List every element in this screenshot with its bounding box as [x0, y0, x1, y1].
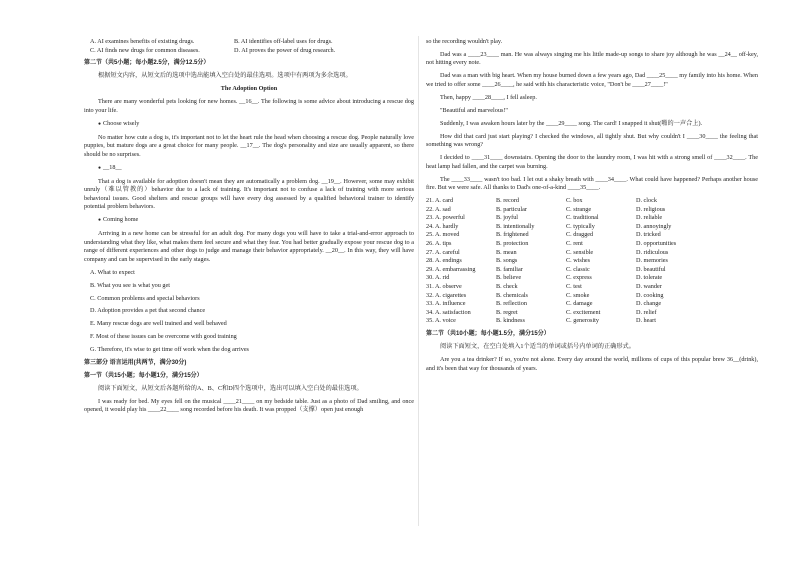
column-divider — [418, 36, 419, 526]
choice-cell: D. change — [636, 300, 662, 308]
option-c: C. AI finds new drugs for common diseases. — [90, 46, 200, 54]
subheading: ● Coming home — [84, 216, 414, 226]
choice-cell: C. strange — [566, 205, 592, 213]
choice-cell: C. express — [566, 274, 592, 282]
paragraph: so the recording wouldn't play. — [426, 38, 503, 45]
choice-cell: 25. A. moved — [426, 231, 460, 239]
paragraph: Then, happy ____28____, I fell asleep. — [440, 93, 537, 101]
choice-cell: B. songs — [496, 257, 518, 265]
choice-cell: C. dragged — [566, 231, 594, 239]
paragraph: The ____33____ wasn't too bad. I let out a shaky breath with ____34____. What could have happened? Perhaps another house fire. But we were safe. All thanks to Dad's one-of-a-kind ____35____. — [426, 175, 758, 192]
choice-cell: D. memories — [636, 257, 668, 265]
paragraph: How did that card just start playing? I checked the windows, all tightly shut. But why couldn't I ____30____ the feeling that something was wrong? — [426, 132, 758, 149]
choice-cell: C. box — [566, 196, 583, 204]
choice-cell: C. smoke — [566, 291, 590, 299]
choice-cell: 22. A. sad — [426, 205, 451, 213]
choice-cell: D. annoyingly — [636, 222, 672, 230]
choice-cell: B. regret — [496, 308, 518, 316]
choice-cell: D. tricked — [636, 231, 661, 239]
paragraph: Dad was a ____23____ man. He was always singing me his little made-up songs to share joy although he was __24__ off-key, not hitting every note. — [426, 50, 758, 67]
article-title: The Adoption Option — [220, 85, 278, 93]
choice-cell: C. traditional — [566, 214, 599, 222]
paragraph: Suddenly, I was awaken hours later by the ____29____ song. The card! I snapped it shut(啪的一声合上). — [440, 119, 703, 127]
paragraph: That a dog is available for adoption doesn't mean they are automatically a problem dog. __19__. However, some may exhibit unruly（难以管教的）behavior due to a lack of training. It's important not to confuse a lack of training with more serious behavioral issues. Good shelters and rescue groups will have every dog assessed by a qualified behavioral trainer to identify potential problem behaviors. — [84, 177, 414, 211]
choice-cell: 34. A. satisfaction — [426, 308, 471, 316]
choice-cell: B. chemicals — [496, 291, 528, 299]
option-item: E. Many rescue dogs are well trained and well behaved — [90, 320, 227, 328]
subheading-blank: ● __18__ — [84, 164, 414, 174]
choice-cell: 27. A. careful — [426, 248, 460, 256]
q20-options — [84, 38, 414, 55]
choice-cell: C. typically — [566, 222, 595, 230]
choice-cell: 21. A. card — [426, 196, 454, 204]
choice-cell: B. believe — [496, 274, 522, 282]
choice-cell: D. beautiful — [636, 265, 666, 273]
option-item: C. Common problems and special behaviors — [90, 294, 200, 302]
choice-cell: 24. A. hardly — [426, 222, 459, 230]
option-item: B. What you see is what you get — [90, 281, 170, 289]
paragraph: No matter how cute a dog is, it's important not to let the heart rule the head when choosing a rescue dog. People naturally love puppies, but mature dogs are a great choice for many people. __17__. The dog's personality and size are usually apparent, so there should be no surprises. — [84, 133, 414, 158]
subheading: ● Choose wisely — [84, 120, 414, 130]
choice-cell: C. sensible — [566, 248, 594, 256]
choice-cell: B. joyful — [496, 214, 519, 222]
option-item: F. Most of these issues can be overcome with good training — [90, 333, 237, 341]
choice-cell: B. particular — [496, 205, 527, 213]
choice-cell: C. classic — [566, 265, 590, 273]
paragraph: There are many wonderful pets looking for new homes. __16__. The following is some advice about introducing a rescue dog into your life. — [84, 98, 414, 114]
choice-cell: 35. A. voice — [426, 317, 456, 325]
choice-cell: D. heart — [636, 317, 656, 325]
choice-cell: D. religious — [636, 205, 666, 213]
choice-cell: B. familiar — [496, 265, 523, 273]
choice-cell: D. reliable — [636, 214, 663, 222]
choice-cell: B. mean — [496, 248, 517, 256]
section1-instruction: 阅读下面短文，从短文后各题所给的A、B、C和D四个选项中，选出可以填入空白处的最佳选项。 — [98, 384, 363, 392]
choice-cell: C. damage — [566, 300, 593, 308]
choice-cell: 29. A. embarrassing — [426, 265, 476, 273]
choice-cell: D. cooking — [636, 291, 664, 299]
choice-cell: D. wander — [636, 282, 662, 290]
paragraph: Arriving in a new home can be stressful for an adult dog. For many dogs you will have to take a trial-and-error approach to understanding what they like, what makes them feel secure and what they fear. You had better gradually expose your rescue dog to a range of different experiences and other dogs to judge and manage their behavior appropriately. __20__. In this way, they will have company and can be supervised in the early stages. — [84, 230, 414, 263]
paragraph: Are you a tea drinker? If so, you're not alone. Every day around the world, millions of cups of this popular brew 36__(drink), and it's been that way for thousands of years. — [426, 355, 758, 372]
choice-cell: B. protection — [496, 239, 529, 247]
choice-cell: C. rent — [566, 239, 583, 247]
choice-cell: C. test — [566, 282, 582, 290]
choice-cell: 30. A. rid — [426, 274, 450, 282]
choice-cell: 32. A. cigarettes — [426, 291, 467, 299]
part3-heading: 第三部分 语言运用(共两节，满分30分) — [84, 359, 187, 366]
paragraph: "Beautiful and marvelous!" — [440, 106, 508, 114]
choice-cell: C. generosity — [566, 317, 599, 325]
choice-cell: D. opportunities — [636, 239, 677, 247]
choice-cell: B. frightened — [496, 231, 529, 239]
choice-cell: D. tolerate — [636, 274, 663, 282]
choice-cell: 23. A. powerful — [426, 214, 465, 222]
option-d: D. AI proves the power of drug research. — [234, 46, 336, 54]
choice-cell: C. excitement — [566, 308, 601, 316]
left-column — [84, 38, 414, 419]
right-column — [426, 38, 758, 377]
choice-cell: C. wishes — [566, 257, 591, 265]
choice-cell: B. reflection — [496, 300, 527, 308]
choice-cell: 28. A. endings — [426, 257, 462, 265]
section2-instruction: 根据短文内容，从短文后的选项中选出能填入空白处的最佳选项。选项中有两项为多余选项。 — [98, 72, 352, 80]
section1-heading: 第一节（共15小题；每小题1分，满分15分） — [84, 372, 203, 379]
choice-cell: B. check — [496, 282, 518, 290]
choice-cell: B. record — [496, 196, 520, 204]
section2-instruction: 阅读下面短文，在空白处填入1个适当的单词或括号内单词的正确形式。 — [440, 343, 635, 351]
option-a: A. AI examines benefits of existing drugs. — [90, 38, 195, 45]
paragraph: I decided to ____31____ downstairs. Opening the door to the laundry room, I was hit with a strong smell of ____32____. The heat lamp had fallen, and the carpet was burning. — [426, 154, 758, 170]
choice-cell: 31. A. observe — [426, 282, 462, 290]
choice-cell: D. clock — [636, 196, 657, 204]
choice-cell: B. kindness — [496, 317, 525, 325]
paragraph: I was ready for bed. My eyes fell on the musical ____21____ on my bedside table. Just as a photo of Dad smiling, and once opened, it would play his ____22____ song recorded before his death. It was propped（支撑）open just enough — [84, 397, 414, 414]
section2-heading: 第二节（共10小题；每小题1.5分，满分15分） — [426, 331, 550, 338]
choice-cell: B. intentionally — [496, 222, 535, 230]
paragraph: Dad was a man with big heart. When my house burned down a few years ago, Dad ____25____ my family into his home. When we tried to offer some ____26____, he said with his characteristic voice, "Don't be ____27____!" — [426, 72, 758, 88]
choice-table — [426, 197, 758, 326]
choice-cell: 33. A. influence — [426, 300, 466, 308]
section2-heading: 第二节（共5小题；每小题2.5分，满分12.5分） — [84, 60, 210, 67]
choice-cell: D. relief — [636, 308, 657, 316]
option-item: G. Therefore, it's wise to get time off work when the dog arrives — [90, 346, 249, 354]
option-item: A. What to expect — [90, 268, 135, 276]
choice-cell: D. ridiculous — [636, 248, 669, 256]
option-b: B. AI identifies off-label uses for drugs. — [234, 38, 333, 45]
option-item: D. Adoption provides a pet that second chance — [90, 307, 206, 315]
choice-cell: 26. A. tips — [426, 239, 452, 247]
